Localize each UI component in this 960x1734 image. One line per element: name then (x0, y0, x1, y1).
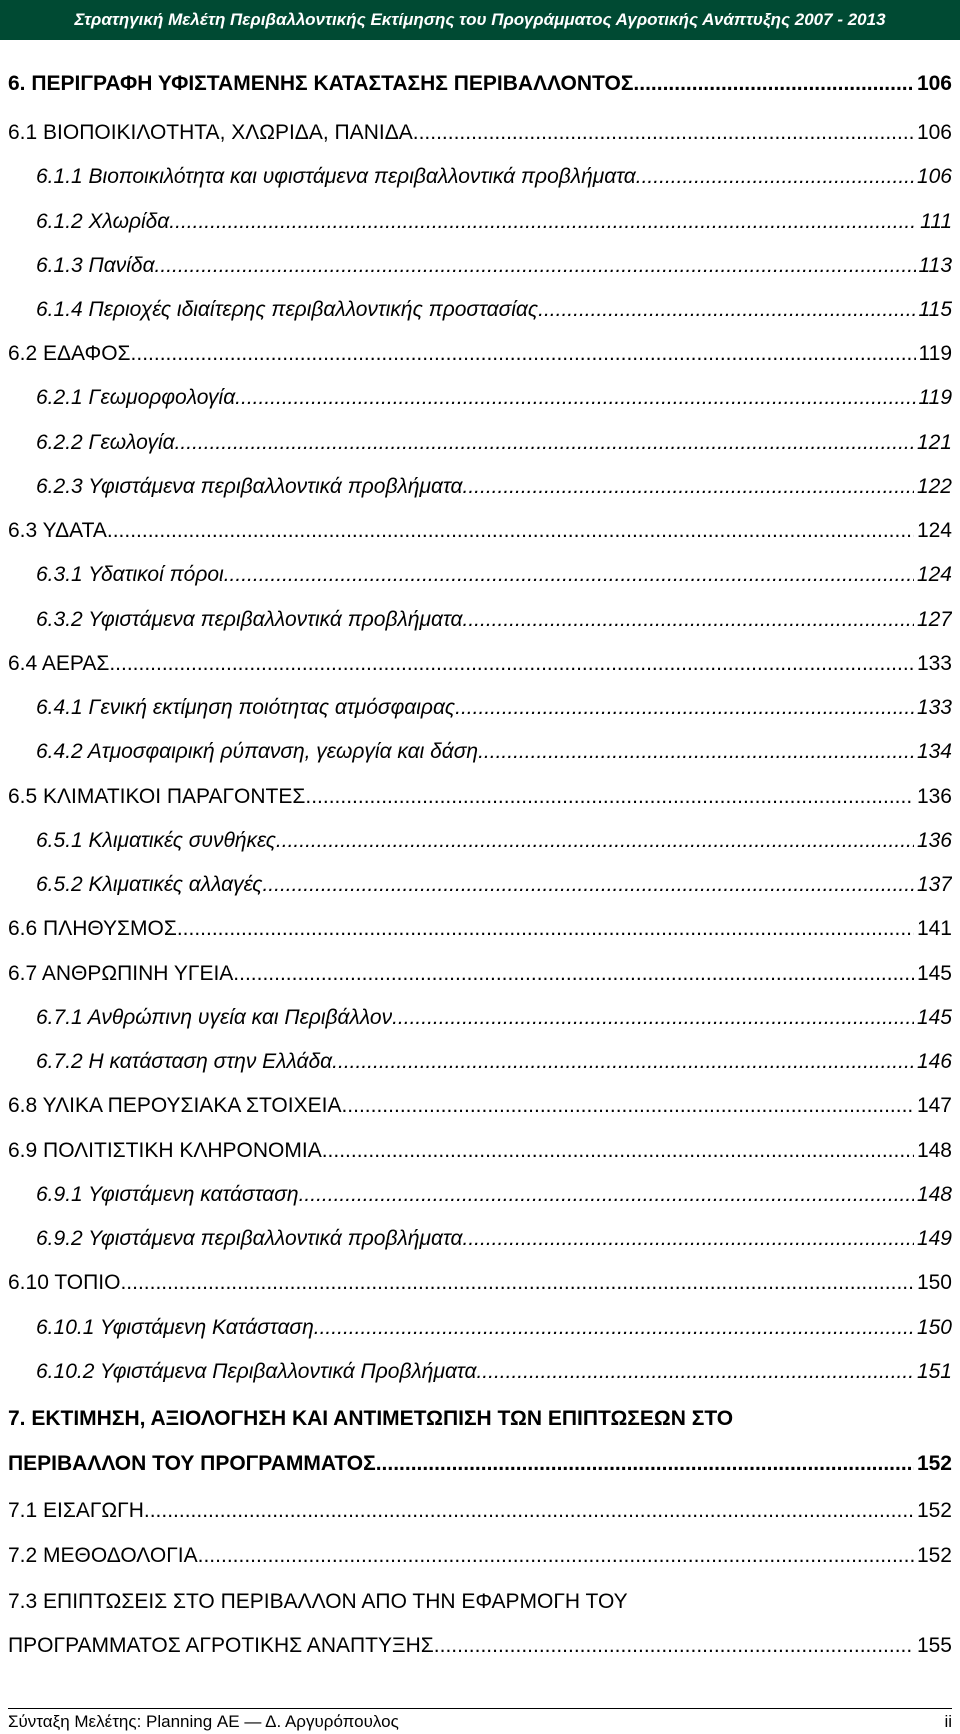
toc-entry[interactable] (36, 829, 952, 853)
toc-entry[interactable] (8, 1139, 952, 1163)
toc-dot-leader (175, 431, 914, 455)
toc-dot-leader (233, 962, 914, 986)
toc-page-number: 151 (916, 1360, 952, 1383)
toc-page-number: 106 (916, 165, 952, 188)
toc-entry-title: 6.2.3 Υφιστάμενα περιβαλλοντικά προβλήματα (36, 475, 463, 498)
toc-entry[interactable] (8, 785, 952, 809)
toc-entry[interactable] (8, 121, 952, 145)
toc-page-number: 152 (916, 1452, 952, 1475)
toc-entry[interactable] (8, 342, 952, 366)
toc-dot-leader (235, 386, 915, 410)
toc-entry-title: 7.1 ΕΙΣΑΓΩΓΗ (8, 1499, 144, 1522)
toc-page-number: 119 (918, 342, 952, 365)
toc-entry-title: 6.6 ΠΛΗΘΥΣΜΟΣ (8, 917, 177, 940)
toc-entry[interactable] (36, 1050, 952, 1074)
toc-page-number: 150 (916, 1316, 952, 1339)
toc-entry[interactable] (36, 696, 952, 720)
toc-dot-leader (322, 1139, 914, 1163)
toc-entry-title: 6.10.2 Υφιστάμενα Περιβαλλοντικά Προβλήματα (36, 1360, 477, 1383)
toc-entry[interactable] (8, 1452, 952, 1476)
toc-entry-title: 6.1.1 Βιοποικιλότητα και υφιστάμενα περιβαλλοντικά προβλήματα (36, 165, 636, 188)
toc-entry[interactable] (8, 917, 952, 941)
toc-entry-title: 6.3 ΥΔΑΤΑ (8, 519, 107, 542)
toc-entry[interactable] (36, 254, 952, 278)
toc-dot-leader (144, 1499, 914, 1523)
toc-dot-leader (332, 1050, 914, 1074)
toc-dot-leader (463, 608, 914, 632)
footer-author: Σύνταξη Μελέτης: Planning ΑΕ — Δ. Αργυρόπουλος (8, 1712, 399, 1731)
toc-entry[interactable] (36, 298, 952, 322)
toc-entry[interactable] (36, 475, 952, 499)
toc-page-number: 148 (916, 1139, 952, 1162)
toc-entry-title: 6.1.2 Χλωρίδα (36, 210, 170, 233)
toc-entry[interactable] (8, 1499, 952, 1523)
toc-page-number: 124 (916, 563, 952, 586)
toc-entry-title: 6.7.1 Ανθρώπινη υγεία και Περιβάλλον (36, 1006, 393, 1029)
toc-page-number: 145 (916, 962, 952, 985)
toc-entry-title: 6.10 ΤΟΠΙΟ (8, 1271, 121, 1294)
toc-entry-title: 6.9 ΠΟΛΙΤΙΣΤΙΚΗ ΚΛΗΡΟΝΟΜΙΑ (8, 1139, 322, 1162)
toc-entry[interactable] (36, 386, 952, 410)
toc-entry-title: 6.5 ΚΛΙΜΑΤΙΚΟΙ ΠΑΡΑΓΟΝΤΕΣ (8, 785, 306, 808)
running-header (0, 0, 960, 40)
toc-dot-leader (224, 563, 914, 587)
toc-entry-title: 6.7.2 Η κατάσταση στην Ελλάδα (36, 1050, 333, 1073)
toc-entry[interactable] (36, 1227, 952, 1251)
toc-page-number: 113 (918, 254, 952, 277)
toc-dot-leader (314, 1316, 914, 1340)
toc-entry[interactable] (36, 165, 952, 189)
toc-entry-title: 6.2.1 Γεωμορφολογία (36, 386, 236, 409)
footer-divider (8, 1708, 952, 1709)
toc-page-number: 136 (916, 785, 952, 808)
toc-entry[interactable] (36, 1316, 952, 1340)
toc-page-number: 106 (916, 72, 952, 95)
toc-entry-title: 6. ΠΕΡΙΓΡΑΦΗ ΥΦΙΣΤΑΜΕΝΗΣ ΚΑΤΑΣΤΑΣΗΣ ΠΕΡΙΒΑΛΛΟΝΤΟΣ (8, 72, 634, 95)
toc-entry[interactable] (36, 431, 952, 455)
toc-dot-leader (434, 1634, 914, 1658)
footer-page-number: ii (944, 1712, 952, 1731)
toc-entry[interactable] (36, 608, 952, 632)
toc-entry[interactable] (8, 1544, 952, 1568)
toc-entry-title: 6.2 ΕΔΑΦΟΣ (8, 342, 131, 365)
toc-entry-title: 7. ΕΚΤΙΜΗΣΗ, ΑΞΙΟΛΟΓΗΣΗ ΚΑΙ ΑΝΤΙΜΕΤΩΠΙΣΗ ΤΩΝ ΕΠΙΠΤΩΣΕΩΝ ΣΤΟ (8, 1407, 734, 1430)
toc-dot-leader (107, 519, 914, 543)
toc-dot-leader (131, 342, 916, 366)
toc-entry-title: 6.8 ΥΛΙΚΑ ΠΕΡΟΥΣΙΑΚΑ ΣΤΟΙΧΕΙΑ (8, 1094, 342, 1117)
toc-entry[interactable] (36, 873, 952, 897)
toc-entry[interactable] (36, 1183, 952, 1207)
toc-page-number: 149 (916, 1227, 952, 1250)
toc-dot-leader (262, 873, 913, 897)
toc-dot-leader (478, 740, 914, 764)
toc-page-number: 127 (916, 608, 952, 631)
toc-entry-title: 6.1.3 Πανίδα (36, 254, 155, 277)
toc-entry-title: 6.9.2 Υφιστάμενα περιβαλλοντικά προβλήματα (36, 1227, 463, 1250)
toc-dot-leader (538, 298, 915, 322)
toc-dot-leader (109, 652, 914, 676)
toc-entry-title: 6.5.1 Κλιματικές συνθήκες (36, 829, 276, 852)
toc-page-number: 121 (916, 431, 952, 454)
toc-entry[interactable] (8, 1407, 952, 1431)
toc-page-number: 111 (920, 210, 952, 233)
toc-page-number: 147 (916, 1094, 952, 1117)
toc-dot-leader (120, 1271, 914, 1295)
toc-entry-title: 7.2 ΜΕΘΟΔΟΛΟΓΙΑ (8, 1544, 198, 1567)
toc-page-number: 148 (916, 1183, 952, 1206)
toc-entry[interactable] (36, 210, 952, 234)
toc-entry-title: ΠΕΡΙΒΑΛΛΟΝ ΤΟΥ ΠΡΟΓΡΑΜΜΑΤΟΣ (8, 1452, 376, 1475)
toc-page-number: 134 (916, 740, 952, 763)
toc-entry-title: ΠΡΟΓΡΑΜΜΑΤΟΣ ΑΓΡΟΤΙΚΗΣ ΑΝΑΠΤΥΞΗΣ (8, 1634, 434, 1657)
toc-entry-title: 6.4.1 Γενική εκτίμηση ποιότητας ατμόσφαιρας (36, 696, 456, 719)
toc-page-number: 152 (916, 1499, 952, 1522)
toc-dot-leader (305, 785, 914, 809)
toc-page-number: 152 (916, 1544, 952, 1567)
toc-page-number: 119 (918, 386, 952, 409)
toc-page-number: 150 (916, 1271, 952, 1294)
toc-entry[interactable] (36, 1360, 952, 1384)
toc-dot-leader (392, 1006, 914, 1030)
toc-entry[interactable] (36, 563, 952, 587)
toc-dot-leader (463, 475, 914, 499)
toc-page-number: 136 (916, 829, 952, 852)
toc-entry[interactable] (8, 1590, 952, 1614)
toc-entry-title: 6.3.1 Υδατικοί πόροι (36, 563, 224, 586)
toc-entry-title: 6.7 ΑΝΘΡΩΠΙΝΗ ΥΓΕΙΑ (8, 962, 234, 985)
toc-page-number: 155 (916, 1634, 952, 1657)
running-header-title: Στρατηγική Μελέτη Περιβαλλοντικής Εκτίμησης του Προγράμματος Αγροτικής Ανάπτυξης 2007 - 2013 (74, 10, 886, 29)
toc-page-number: 106 (916, 121, 952, 144)
toc-page-number: 115 (918, 298, 952, 321)
toc-dot-leader (169, 210, 917, 234)
toc-entry[interactable] (8, 652, 952, 676)
toc-dot-leader (463, 1227, 914, 1251)
toc-dot-leader (376, 1452, 914, 1476)
toc-dot-leader (177, 917, 914, 941)
toc-dot-leader (155, 254, 916, 278)
toc-entry-title: 6.3.2 Υφιστάμενα περιβαλλοντικά προβλήματα (36, 608, 463, 631)
toc-page-number: 146 (916, 1050, 952, 1073)
toc-dot-leader (636, 165, 914, 189)
toc-dot-leader (476, 1360, 913, 1384)
toc-dot-leader (413, 121, 914, 145)
toc-page-number: 145 (916, 1006, 952, 1029)
toc-entry-title: 6.4.2 Ατμοσφαιρική ρύπανση, γεωργία και δάση (36, 740, 479, 763)
toc-dot-leader (633, 72, 914, 96)
toc-entry-title: 6.2.2 Γεωλογία (36, 431, 175, 454)
toc-page-number: 137 (916, 873, 952, 896)
toc-entry[interactable] (36, 1006, 952, 1030)
toc-dot-leader (276, 829, 914, 853)
toc-page-number: 133 (916, 652, 952, 675)
toc-entry-title: 6.1 ΒΙΟΠΟΙΚΙΛΟΤΗΤΑ, ΧΛΩΡΙΔΑ, ΠΑΝΙΔΑ (8, 121, 413, 144)
toc-entry[interactable] (8, 519, 952, 543)
toc-entry-title: 7.3 ΕΠΙΠΤΩΣΕΙΣ ΣΤΟ ΠΕΡΙΒΑΛΛΟΝ ΑΠΟ ΤΗΝ ΕΦΑΡΜΟΓΗ ΤΟΥ (8, 1590, 628, 1613)
toc-dot-leader (455, 696, 914, 720)
toc-dot-leader (341, 1094, 913, 1118)
toc-entry[interactable] (36, 740, 952, 764)
toc-entry[interactable] (8, 1271, 952, 1295)
toc-dot-leader (198, 1544, 914, 1568)
toc-page-number: 133 (916, 696, 952, 719)
toc-entry[interactable] (8, 962, 952, 986)
toc-dot-leader (299, 1183, 914, 1207)
toc-entry[interactable] (8, 72, 952, 96)
toc-entry-title: 6.9.1 Υφιστάμενη κατάσταση (36, 1183, 299, 1206)
toc-entry-title: 6.10.1 Υφιστάμενη Κατάσταση (36, 1316, 314, 1339)
toc-entry-title: 6.5.2 Κλιματικές αλλαγές (36, 873, 263, 896)
toc-entry[interactable] (8, 1634, 952, 1658)
toc-entry-title: 6.1.4 Περιοχές ιδιαίτερης περιβαλλοντικής προστασίας (36, 298, 539, 321)
toc-entry-title: 6.4 ΑΕΡΑΣ (8, 652, 110, 675)
toc-page-number: 141 (916, 917, 952, 940)
toc-entry[interactable] (8, 1094, 952, 1118)
toc-page-number: 124 (916, 519, 952, 542)
toc-page-number: 122 (916, 475, 952, 498)
